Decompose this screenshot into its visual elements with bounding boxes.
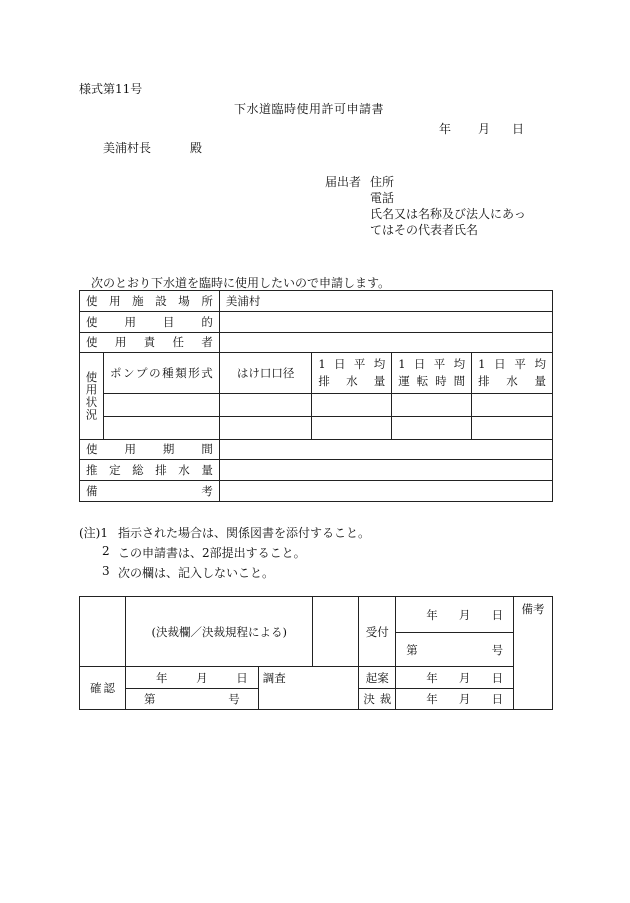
period-char: 間 [201, 442, 213, 457]
purpose-label [86, 314, 213, 330]
responsible-value[interactable] [219, 332, 552, 353]
office-use-table [79, 596, 553, 710]
applicant-phone-label: 電話 [370, 191, 395, 205]
rt2-char: 間 [453, 374, 466, 389]
pumptype-char: 形 [188, 366, 200, 381]
draft-date: 年 月 日 [426, 670, 504, 685]
purpose-char: 的 [201, 314, 213, 329]
facility-char: 施 [132, 293, 144, 308]
total-discharge-label [86, 462, 213, 478]
facility-char: 所 [201, 293, 213, 308]
confirm-date: 年 月 日 [155, 670, 248, 685]
purpose-value[interactable] [219, 311, 552, 332]
row-responsible [80, 332, 553, 353]
rt2-char: 時 [435, 374, 447, 389]
note-2: この申請書は、2部提出すること。 [118, 546, 306, 560]
row-status-2 [80, 416, 553, 439]
remarks-label [86, 483, 213, 499]
rt2-char: 運 [398, 374, 410, 389]
pumptype-char: プ [136, 366, 148, 381]
approval-label: 決 裁 [363, 692, 392, 706]
row-status-header [80, 353, 553, 394]
honorific: 殿 [190, 141, 203, 155]
ad2-char: 量 [373, 374, 386, 389]
ad1-char: 平 [353, 357, 366, 372]
form-number: 様式第11号 [79, 82, 143, 96]
responsible-char: 使 [86, 335, 98, 350]
diameter-value-1[interactable] [219, 393, 312, 416]
responsible-char: 任 [172, 335, 185, 350]
ae1-char: 平 [514, 357, 526, 372]
ae2-char: 排 [478, 374, 490, 389]
ae2-char: 量 [534, 374, 546, 389]
pump-type-label [110, 365, 213, 381]
note-3: 次の欄は、記入しないこと。 [118, 566, 275, 580]
rt1-char: 1 [398, 357, 406, 372]
period-char: 用 [124, 442, 136, 457]
intro-text: 次のとおり下水道を臨時に使用したいので申請します。 [91, 276, 391, 290]
rt1-char: 日 [413, 357, 426, 372]
total-char: 排 [155, 463, 167, 478]
office-remarks-label: 備考 [514, 597, 553, 710]
applicant-address-label: 住所 [370, 175, 395, 189]
total-char: 推 [86, 463, 98, 478]
date-month: 月 [478, 122, 491, 136]
responsible-char: 用 [114, 335, 127, 350]
ae1-char: 均 [534, 357, 546, 372]
rt1-char: 平 [433, 357, 446, 372]
remarks-char: 考 [201, 484, 213, 499]
applicant-label: 届出者 [325, 175, 362, 189]
approval-date: 年 月 日 [426, 692, 504, 706]
facility-char: 用 [109, 293, 121, 308]
ad1-char: 日 [334, 357, 346, 372]
row-total [80, 460, 553, 481]
row-status-1 [80, 393, 553, 416]
remarks-char: 備 [86, 484, 98, 499]
avg-discharge-value-2[interactable] [312, 416, 392, 439]
period-char: 期 [162, 442, 175, 457]
office-blank-cell-2 [313, 597, 359, 667]
pumptype-char: ポ [109, 366, 122, 381]
pumptype-char: 類 [175, 366, 187, 381]
diameter-value-2[interactable] [219, 416, 312, 439]
total-char: 定 [109, 463, 121, 478]
row-period [80, 439, 553, 460]
responsible-label [86, 334, 213, 350]
pumptype-char: の [149, 366, 161, 381]
application-table [79, 290, 553, 502]
total-char: 水 [178, 463, 190, 478]
avg-discharge-value-1[interactable] [312, 393, 392, 416]
pump-type-value-1[interactable] [103, 393, 219, 416]
pump-type-value-2[interactable] [103, 416, 219, 439]
pumptype-char: 式 [201, 366, 213, 381]
received-number: 第 号 [406, 642, 504, 657]
page-title: 下水道臨時使用許可申請書 [234, 102, 385, 116]
remarks-value[interactable] [219, 481, 552, 502]
applicant-name-label-2: てはその代表者氏名 [370, 223, 479, 237]
purpose-char: 目 [162, 314, 175, 329]
office-blank-cell [80, 597, 126, 667]
row-purpose [80, 311, 553, 332]
avg-discharge2-value-2[interactable] [472, 416, 553, 439]
ad2-char: 排 [318, 374, 330, 389]
received-label: 受付 [359, 597, 396, 667]
confirm-number: 第 号 [143, 692, 240, 706]
avg-runtime-value-1[interactable] [392, 393, 472, 416]
rt1-char: 均 [453, 357, 466, 372]
facility-value[interactable]: 美浦村 [219, 291, 552, 312]
facility-char: 設 [155, 293, 167, 308]
diameter-label: はけ口口径 [219, 353, 312, 394]
decision-label: (決裁欄／決裁規程による) [125, 597, 313, 667]
pumptype-char: ン [123, 366, 135, 381]
total-discharge-value[interactable] [219, 460, 552, 481]
ad2-char: 水 [346, 374, 358, 389]
addressee: 美浦村長 [103, 141, 152, 155]
facility-label [86, 293, 213, 309]
ae1-char: 日 [494, 357, 506, 372]
ae2-char: 水 [506, 374, 518, 389]
total-char: 量 [201, 463, 213, 478]
note-3-number: 3 [102, 564, 110, 578]
ae1-char: 1 [478, 357, 486, 372]
facility-char: 使 [86, 293, 98, 308]
note-2-number: 2 [102, 544, 110, 558]
responsible-char: 責 [143, 335, 156, 350]
row-remarks [80, 481, 553, 502]
period-value[interactable] [219, 439, 552, 460]
date-year: 年 [439, 122, 452, 136]
applicant-name-label-1: 氏名又は名称及び法人にあっ [370, 207, 526, 221]
purpose-char: 使 [86, 314, 98, 329]
note-1: 指示された場合は、関係図書を添付すること。 [118, 526, 371, 540]
confirm-label: 確 認 [90, 681, 115, 695]
ad1-char: 1 [318, 357, 326, 372]
period-label [86, 441, 213, 457]
total-char: 総 [132, 463, 144, 478]
draft-label: 起案 [359, 667, 395, 689]
row-facility [80, 291, 553, 312]
rt2-char: 転 [416, 374, 429, 389]
note-prefix: (注)1 [79, 526, 108, 540]
avg-runtime-value-2[interactable] [392, 416, 472, 439]
responsible-char: 者 [201, 335, 213, 350]
purpose-char: 用 [124, 314, 136, 329]
pumptype-char: 種 [162, 366, 174, 381]
status-label: 使用状況 [84, 370, 99, 421]
ad1-char: 均 [373, 357, 386, 372]
period-char: 使 [86, 442, 98, 457]
avg-discharge2-value-1[interactable] [472, 393, 553, 416]
received-date: 年 月 日 [426, 607, 504, 622]
date-day: 日 [512, 122, 525, 136]
survey-label: 調査 [258, 667, 359, 710]
facility-char: 場 [178, 293, 190, 308]
